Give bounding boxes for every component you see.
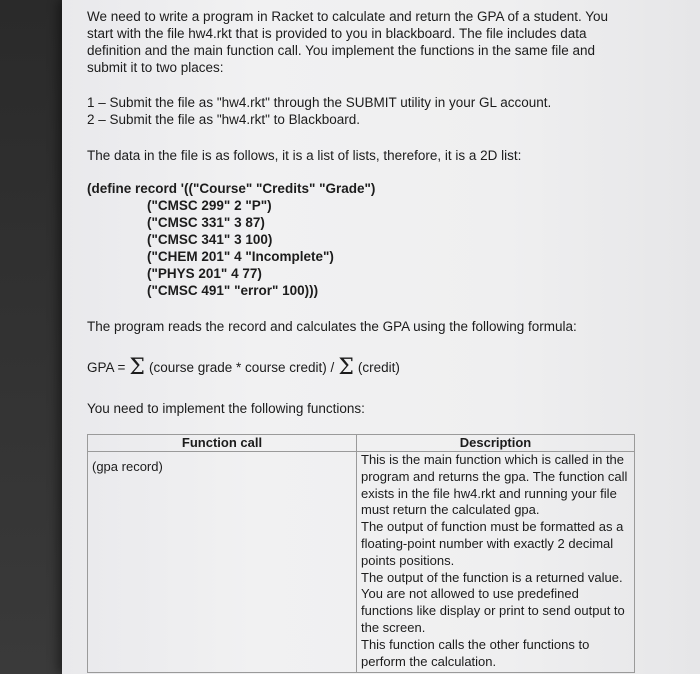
sigma-symbol: Σ (129, 355, 145, 380)
code-record-line: ("CMSC 341" 3 100) (147, 232, 273, 247)
table-row (88, 452, 635, 673)
description-line: The output of the function is a returned value. You are not allowed to use predefined functions like display or print to send output to the screen. (361, 569, 625, 635)
document-content (87, 8, 687, 673)
formula-intro-text: The program reads the record and calculates the GPA using the following formula: (87, 319, 577, 334)
step-item: 2 – Submit the file as "hw4.rkt" to Blackboard. (87, 112, 360, 127)
header-function-call: Function call (88, 435, 357, 452)
functions-table (87, 434, 635, 673)
code-record-line: ("CHEM 201" 4 "Incomplete") (147, 249, 334, 264)
code-record-line: ("PHYS 201" 4 77) (147, 266, 262, 281)
data-intro-text: The data in the file is as follows, it is a list of lists, therefore, it is a 2D list: (87, 148, 522, 163)
step-item: 1 – Submit the file as "hw4.rkt" through the SUBMIT utility in your GL account. (87, 95, 552, 110)
description-line: The output of function must be formatted as a floating-point number with exactly 2 decimal points positions. (361, 519, 624, 568)
description-line: This is the main function which is called in the program and returns the gpa. The function call exists in the file hw4.rkt and running your file must return the calculated gpa. (361, 452, 628, 518)
code-record-line: ("CMSC 491" "error" 100))) (147, 283, 319, 298)
gpa-formula (87, 355, 687, 380)
code-record-line: ("CMSC 299" 2 "P") (147, 198, 272, 213)
document-page (62, 0, 700, 674)
header-description: Description (357, 435, 635, 452)
formula-numerator: (course grade * course credit) / (148, 360, 335, 375)
code-record-line: ("CMSC 331" 3 87) (147, 215, 265, 230)
function-call-cell: (gpa record) (88, 452, 357, 673)
submission-steps (87, 94, 687, 128)
formula-denominator: (credit) (357, 360, 400, 375)
code-block (87, 180, 687, 299)
impl-intro-text: You need to implement the following functions: (87, 401, 365, 416)
intro-paragraph: We need to write a program in Racket to calculate and return the GPA of a student. You start with the file hw4.rkt that is provided to you in blackboard. The file includes data definition and the main function call. You implement the functions in the same file and submit it to two places: (87, 9, 609, 75)
sigma-symbol: Σ (338, 355, 354, 380)
code-define-line: (define record '(("Course" "Credits" "Grade") (87, 181, 376, 196)
description-cell (357, 452, 635, 673)
formula-lhs: GPA = (87, 360, 126, 375)
table-header-row (88, 435, 635, 452)
description-line: This function calls the other functions to perform the calculation. (361, 636, 590, 669)
